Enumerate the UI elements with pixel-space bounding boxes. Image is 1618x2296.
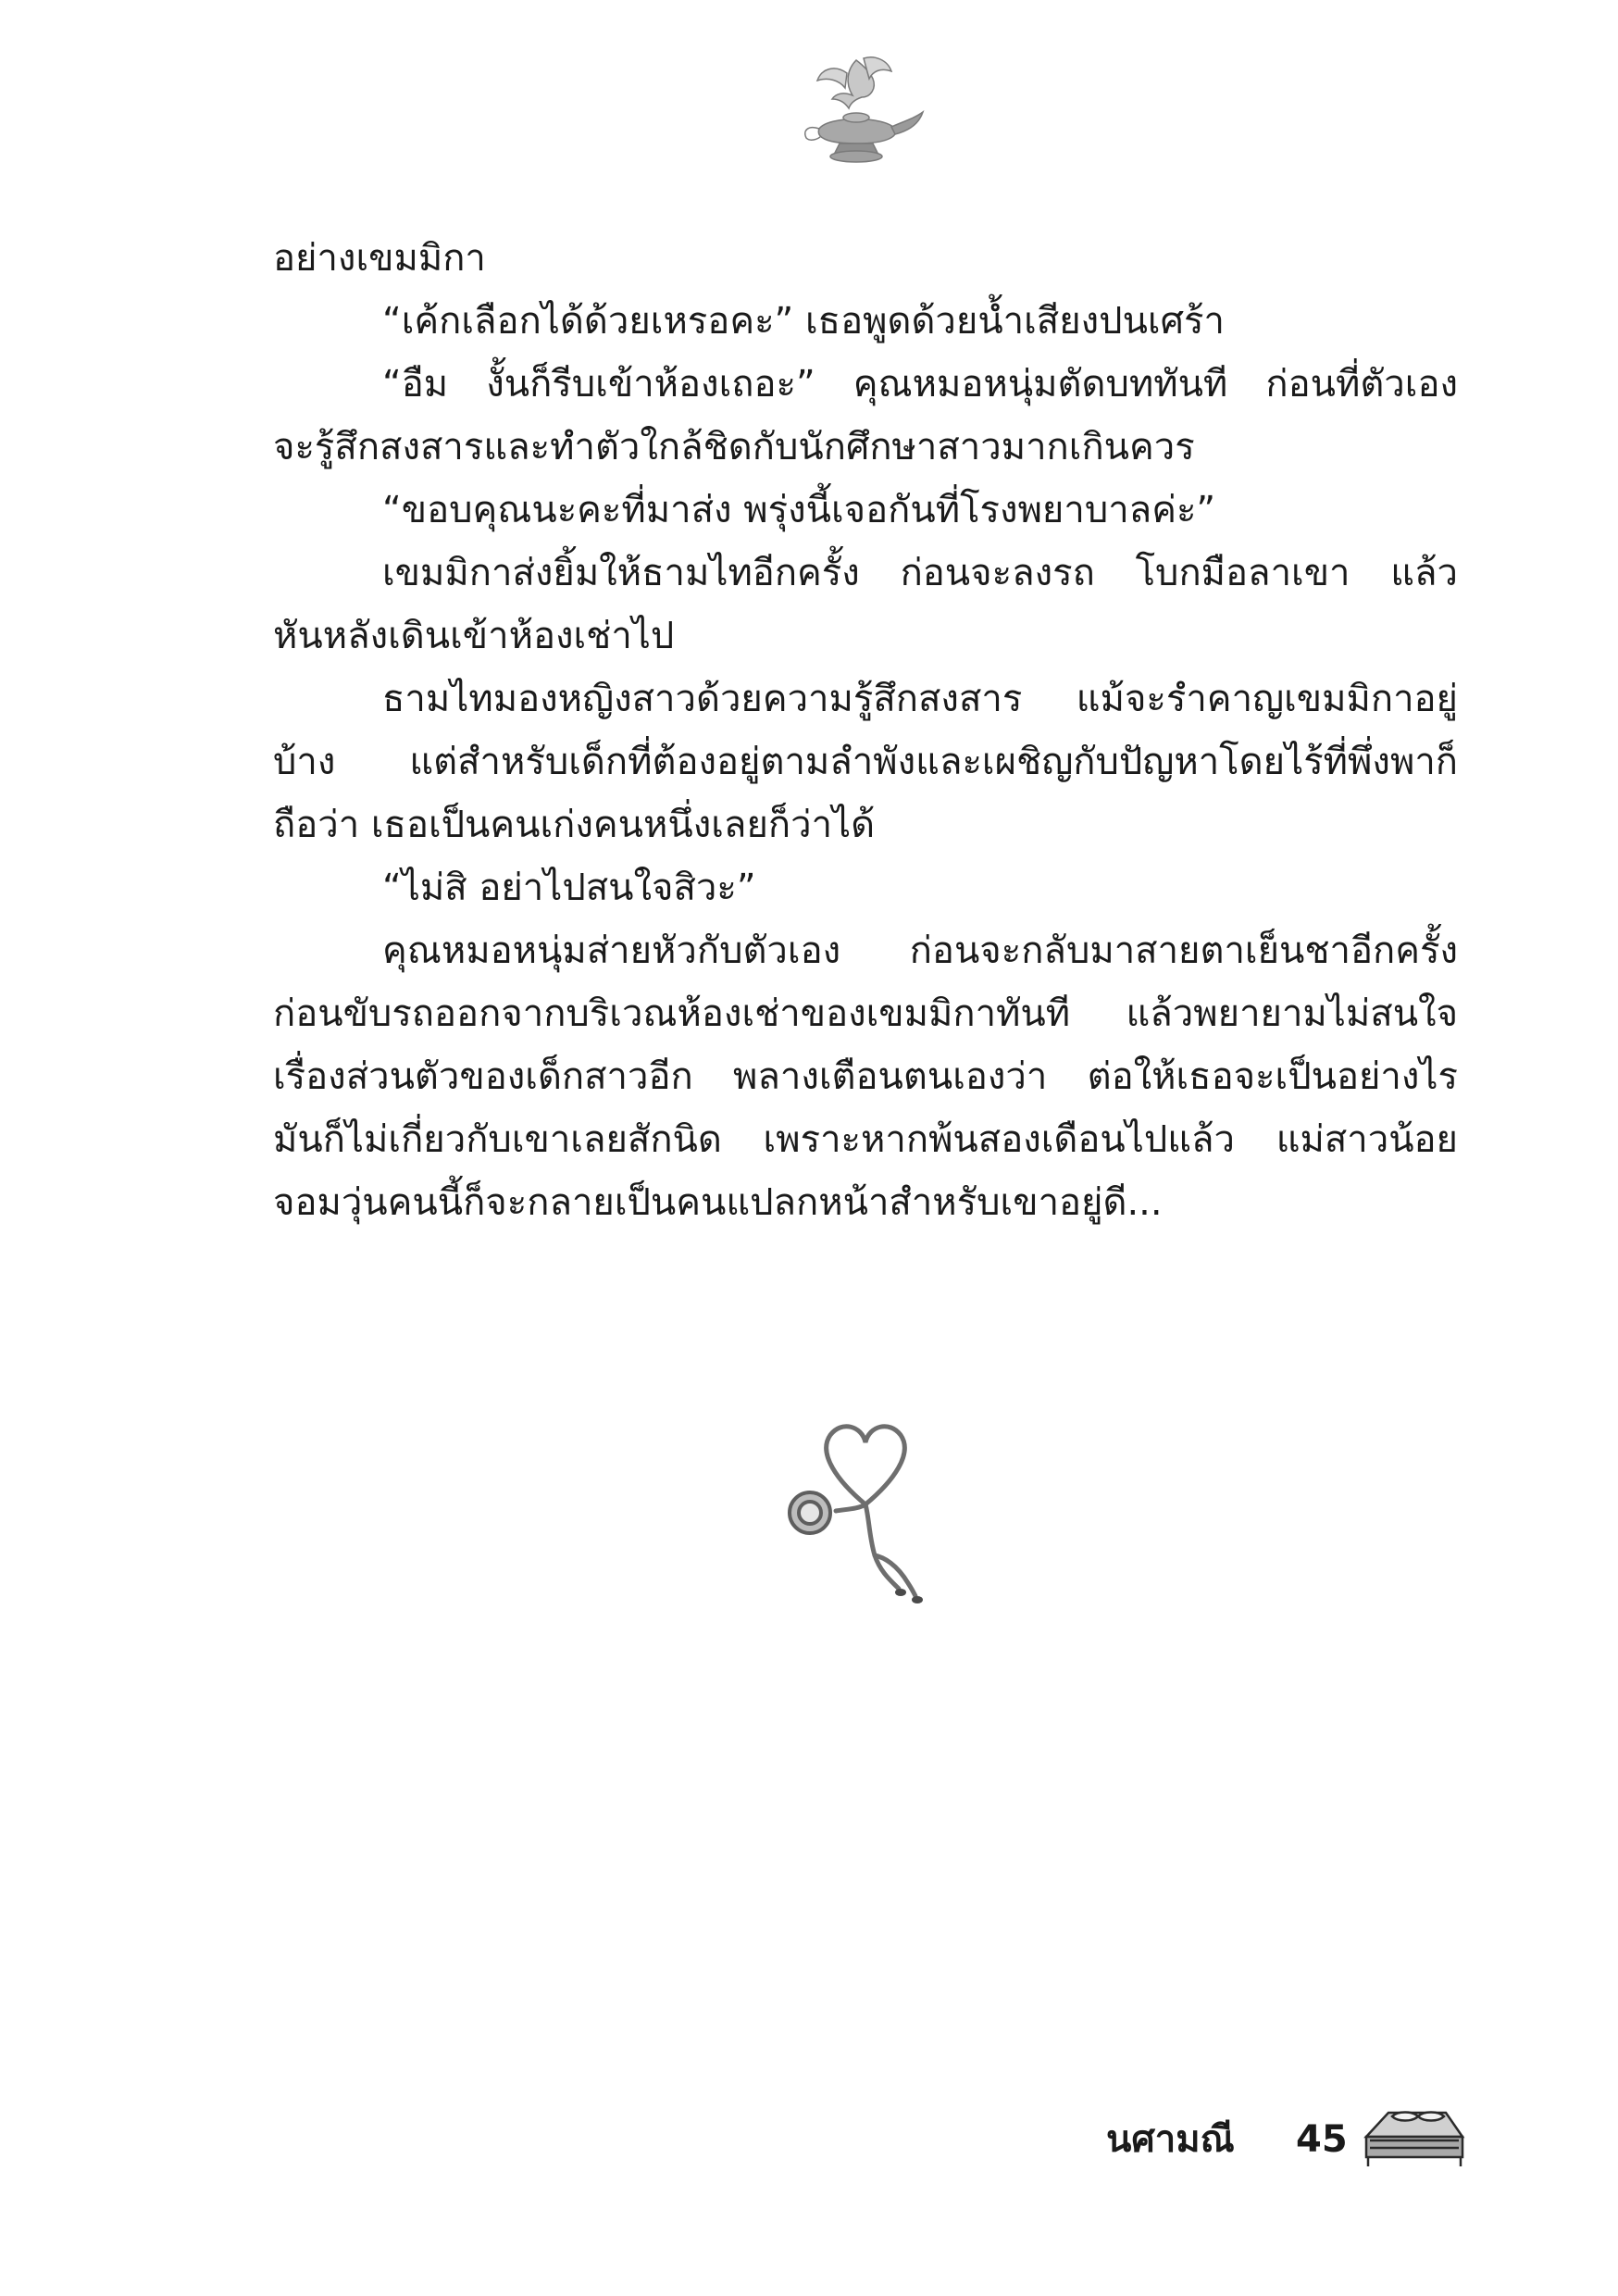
text-line: อย่างเขมมิกา <box>273 237 486 280</box>
paragraph <box>273 227 1458 290</box>
bed-icon <box>1361 2100 1467 2174</box>
text-line: เขมมิกาส่งยิ้มให้ธามไทอีกครั้ง ก่อนจะลงรถ โบกมือลาเขา แล้ว <box>382 552 1458 594</box>
text-line: “ขอบคุณนะคะที่มาส่ง พรุ่งนี้เจอกันที่โรงพยาบาลค่ะ” <box>382 489 1216 531</box>
paragraph <box>273 353 1458 479</box>
text-line: “อืม งั้นก็รีบเข้าห้องเถอะ” คุณหมอหนุ่มตัดบททันที ก่อนที่ตัวเอง <box>382 363 1458 406</box>
text-line: จะรู้สึกสงสารและทำตัวใกล้ชิดกับนักศึกษาสาวมากเกินควร <box>273 426 1195 468</box>
page-footer <box>1106 2100 1476 2183</box>
text-line: ธามไทมองหญิงสาวด้วยความรู้สึกสงสาร แม้จะรำคาญเขมมิกาอยู่ <box>382 678 1458 720</box>
stethoscope-heart-icon <box>773 1416 958 1611</box>
text-line: บ้าง แต่สำหรับเด็กที่ต้องอยู่ตามลำพังและเผชิญกับปัญหาโดยไร้ที่พึ่งพาก็ <box>273 741 1458 783</box>
text-line: “เค้กเลือกได้ด้วยเหรอคะ” เธอพูดด้วยน้ำเสียงปนเศร้า <box>382 300 1225 343</box>
story-text-block <box>273 227 1458 1234</box>
paragraph <box>273 479 1458 542</box>
text-line: ถือว่า เธอเป็นคนเก่งคนหนึ่งเลยก็ว่าได้ <box>273 804 876 846</box>
text-line: จอมวุ่นคนนี้ก็จะกลายเป็นคนแปลกหน้าสำหรับเขาอยู่ดี... <box>273 1181 1163 1224</box>
text-line: มันก็ไม่เกี่ยวกับเขาเลยสักนิด เพราะหากพ้นสองเดือนไปแล้ว แม่สาวน้อย <box>273 1118 1458 1161</box>
paragraph <box>273 919 1458 1234</box>
paragraph <box>273 668 1458 856</box>
text-line: หันหลังเดินเข้าห้องเช่าไป <box>273 615 675 657</box>
paragraph <box>273 856 1458 919</box>
book-title: นศามณี <box>1106 2118 1235 2161</box>
text-line: เรื่องส่วนตัวของเด็กสาวอีก พลางเตือนตนเองว่า ต่อให้เธอจะเป็นอย่างไร <box>273 1055 1458 1098</box>
genie-lamp-icon <box>791 51 930 171</box>
text-line: ก่อนขับรถออกจากบริเวณห้องเช่าของเขมมิกาทันที แล้วพยายามไม่สนใจ <box>273 992 1458 1035</box>
page-number: 45 <box>1296 2118 1348 2161</box>
text-line: คุณหมอหนุ่มส่ายหัวกับตัวเอง ก่อนจะกลับมาสายตาเย็นชาอีกครั้ง <box>382 930 1458 972</box>
paragraph <box>273 290 1458 353</box>
paragraph <box>273 542 1458 668</box>
text-line: “ไม่สิ อย่าไปสนใจสิวะ” <box>382 867 756 909</box>
